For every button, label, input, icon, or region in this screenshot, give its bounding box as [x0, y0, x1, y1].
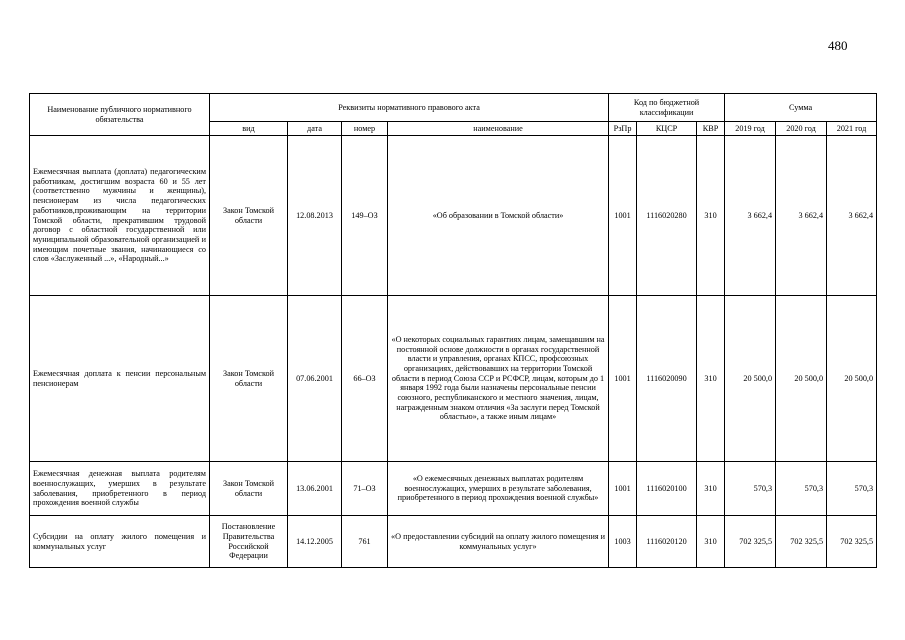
cell-2021: 3 662,4 [827, 136, 877, 296]
cell-date: 12.08.2013 [288, 136, 342, 296]
cell-2020: 20 500,0 [776, 296, 827, 462]
cell-rzpr: 1001 [609, 136, 637, 296]
cell-name: «О некоторых социальных гарантиях лицам, замещавшим на постоянной основе должности в органах государственной власти и управления, органах КПСС, профсоюзных организациях, действовавших на территории Томской области в период Союза ССР и РСФСР, лицам, которым до 1 января 1992 года были назначены персональные пенсии союзного, республиканского и местного значения, лицам, награжденным знаком отличия «За заслуги перед Томской областью», а также иным лицам» [388, 296, 609, 462]
header-sum: Сумма [725, 94, 877, 122]
cell-name: «Об образовании в Томской области» [388, 136, 609, 296]
header-2021: 2021 год [827, 122, 877, 136]
cell-kcsr: 1116020100 [637, 462, 697, 516]
cell-rzpr: 1001 [609, 462, 637, 516]
header-type: вид [210, 122, 288, 136]
cell-rzpr: 1001 [609, 296, 637, 462]
cell-number: 761 [342, 516, 388, 568]
cell-kvr: 310 [697, 296, 725, 462]
cell-kvr: 310 [697, 136, 725, 296]
cell-2020: 3 662,4 [776, 136, 827, 296]
cell-obligation: Субсидии на оплату жилого помещения и коммунальных услуг [30, 516, 210, 568]
header-kvr: КВР [697, 122, 725, 136]
header-obligation: Наименование публичного нормативного обязательства [30, 94, 210, 136]
cell-number: 66–ОЗ [342, 296, 388, 462]
cell-kcsr: 1116020280 [637, 136, 697, 296]
cell-obligation: Ежемесячная доплата к пенсии персональным пенсионерам [30, 296, 210, 462]
header-row-1 [30, 94, 877, 122]
budget-obligations-table [29, 93, 877, 568]
cell-name: «О предоставлении субсидий на оплату жилого помещения и коммунальных услуг» [388, 516, 609, 568]
cell-2019: 20 500,0 [725, 296, 776, 462]
cell-2021: 570,3 [827, 462, 877, 516]
cell-obligation: Ежемесячная денежная выплата родителям военнослужащих, умерших в результате заболевания, приобретенного в период прохождения военной службы [30, 462, 210, 516]
cell-type: Постановление Правительства Российской Федерации [210, 516, 288, 568]
cell-kcsr: 1116020090 [637, 296, 697, 462]
cell-2021: 702 325,5 [827, 516, 877, 568]
header-name: наименование [388, 122, 609, 136]
cell-date: 14.12.2005 [288, 516, 342, 568]
cell-kvr: 310 [697, 462, 725, 516]
page-number: 480 [828, 38, 848, 53]
table-row [30, 136, 877, 296]
cell-2020: 570,3 [776, 462, 827, 516]
cell-type: Закон Томской области [210, 136, 288, 296]
cell-number: 71–ОЗ [342, 462, 388, 516]
header-rzpr: РзПр [609, 122, 637, 136]
cell-date: 07.06.2001 [288, 296, 342, 462]
cell-kcsr: 1116020120 [637, 516, 697, 568]
cell-obligation: Ежемесячная выплата (доплата) педагогическим работникам, достигшим возраста 60 и 55 лет (соответственно мужчины и женщины), пенсионерам из числа педагогических работников,проживающим на территории Томской области, прекратившим трудовой договор с областной государственной или муниципальной образовательной организацией и имеющим почетные звания, начинающиеся со слов «Заслуженный ...», «Народный...» [30, 136, 210, 296]
header-act-details: Реквизиты нормативного правового акта [210, 94, 609, 122]
cell-2020: 702 325,5 [776, 516, 827, 568]
cell-2021: 20 500,0 [827, 296, 877, 462]
header-number: номер [342, 122, 388, 136]
header-budget-code: Код по бюджетной классификации [609, 94, 725, 122]
header-2020: 2020 год [776, 122, 827, 136]
table-row [30, 516, 877, 568]
cell-type: Закон Томской области [210, 462, 288, 516]
cell-2019: 3 662,4 [725, 136, 776, 296]
table-row [30, 296, 877, 462]
cell-rzpr: 1003 [609, 516, 637, 568]
cell-number: 149–ОЗ [342, 136, 388, 296]
header-date: дата [288, 122, 342, 136]
cell-name: «О ежемесячных денежных выплатах родителям военнослужащих, умерших в результате заболевания, приобретенного в период прохождения военной службы» [388, 462, 609, 516]
cell-kvr: 310 [697, 516, 725, 568]
cell-2019: 702 325,5 [725, 516, 776, 568]
cell-date: 13.06.2001 [288, 462, 342, 516]
table-row [30, 462, 877, 516]
header-kcsr: КЦСР [637, 122, 697, 136]
header-2019: 2019 год [725, 122, 776, 136]
cell-2019: 570,3 [725, 462, 776, 516]
cell-type: Закон Томской области [210, 296, 288, 462]
